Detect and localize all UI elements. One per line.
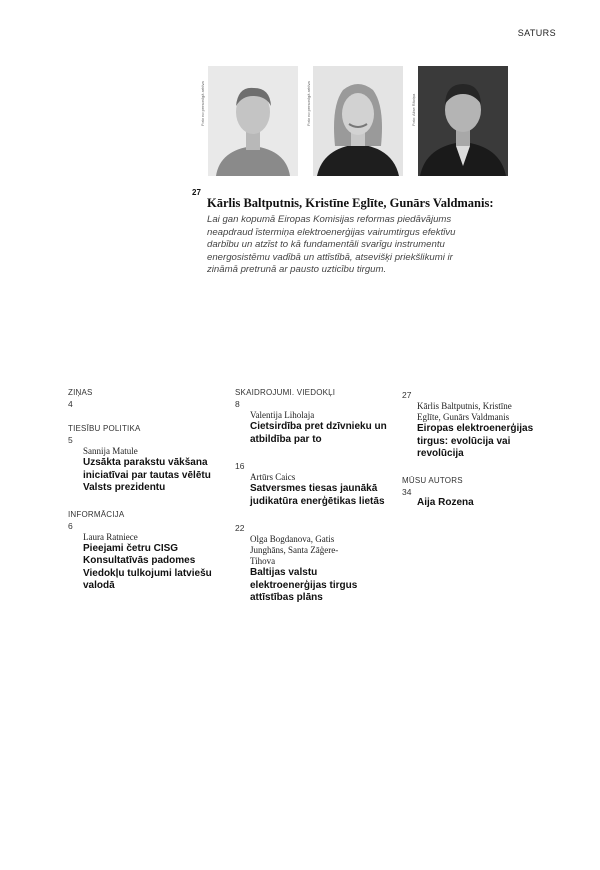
article-title[interactable]: Baltijas valstu elektroenerģijas tirgus attīstības plāns (250, 567, 358, 603)
toc-section-label: TIESĪBU POLITIKA (68, 424, 141, 433)
portrait-photo-1 (208, 66, 298, 176)
toc-section-label: ZIŅAS (68, 388, 93, 397)
toc-entry[interactable] (235, 523, 401, 605)
toc-entry[interactable] (402, 390, 568, 461)
toc-page-number: 34 (402, 486, 412, 497)
portrait-photo-2 (313, 66, 403, 176)
portrait-photo-3 (418, 66, 508, 176)
toc-section-label: MŪSU AUTORS (402, 475, 463, 485)
toc-entry[interactable] (402, 476, 568, 510)
toc-column-1 (68, 388, 234, 608)
article-title[interactable]: Eiropas elektroenerģijas tirgus: evolūcija vai revolūcija (417, 423, 534, 459)
article-title[interactable]: Aija Rozena (417, 496, 474, 508)
toc-section-label: SKAIDROJUMI. VIEDOKĻI (235, 388, 336, 397)
article-author: Sannija Matule (83, 446, 138, 456)
article-author: Kārlis Baltputnis, Kristīne Eglīte, Gunārs Valdmanis (417, 401, 512, 422)
article-title[interactable]: Cietsirdība pret dzīvnieku un atbildība par to (250, 421, 387, 445)
photo-credit-2: Foto no personīgā arhīva (306, 81, 311, 126)
feature-title: Kārlis Baltputnis, Kristīne Eglīte, Gunārs Valdmanis: (207, 196, 494, 210)
article-title[interactable]: Pieejami četru CISG Konsultatīvās padomes Viedokļu tulkojumi latviešu valodā (83, 542, 212, 591)
article-author: Valentija Liholaja (250, 410, 315, 420)
article-author: Artūrs Caics (250, 472, 296, 482)
toc-page-number: 22 (235, 523, 245, 533)
toc-page-number: 4 (68, 399, 73, 409)
toc-column-3 (402, 388, 568, 524)
toc-entry[interactable] (235, 461, 401, 508)
article-author: Laura Ratniece (83, 531, 138, 542)
toc-column-2 (235, 388, 401, 620)
photo-credit-3: Foto: Alise Rāviņa (411, 93, 416, 126)
article-title[interactable]: Uzsākta parakstu vākšana iniciatīvai par tautas vēlētu Valsts prezidentu (83, 457, 211, 493)
feature-page-number: 27 (192, 188, 201, 197)
toc-entry[interactable] (235, 388, 401, 446)
toc-entry[interactable] (68, 388, 234, 409)
photo-credit-1: Foto no personīgā arhīva (200, 81, 205, 126)
toc-page-number: 16 (235, 461, 245, 471)
article-author: Olga Bogdanova, Gatis Junghāns, Santa Zāģere-Tihova (250, 534, 339, 566)
feature-description: Lai gan kopumā Eiropas Komisijas reformas piedāvājums neapdraud īstermiņa elektroenerģijas vairumtirgus efektīvu darbību un atzīst to kā fundamentāli svarīgu instrumentu energosistēmu vadībā un attīstībā, atsevišķi priekšlikumi ir zināmā pretrunā ar pausto uzticību tirgum. (207, 214, 456, 276)
section-header-label: SATURS (517, 28, 556, 38)
toc-page-number: 5 (68, 435, 73, 445)
toc-entry[interactable] (68, 424, 234, 495)
toc-entry[interactable] (68, 510, 234, 593)
toc-page-number: 6 (68, 520, 73, 531)
toc-section-label: INFORMĀCIJA (68, 509, 125, 519)
article-title[interactable]: Satversmes tiesas jaunākā judikatūra enerģētikas lietās (250, 483, 385, 507)
toc-page-number: 8 (235, 399, 240, 409)
toc-page-number: 27 (402, 390, 412, 400)
